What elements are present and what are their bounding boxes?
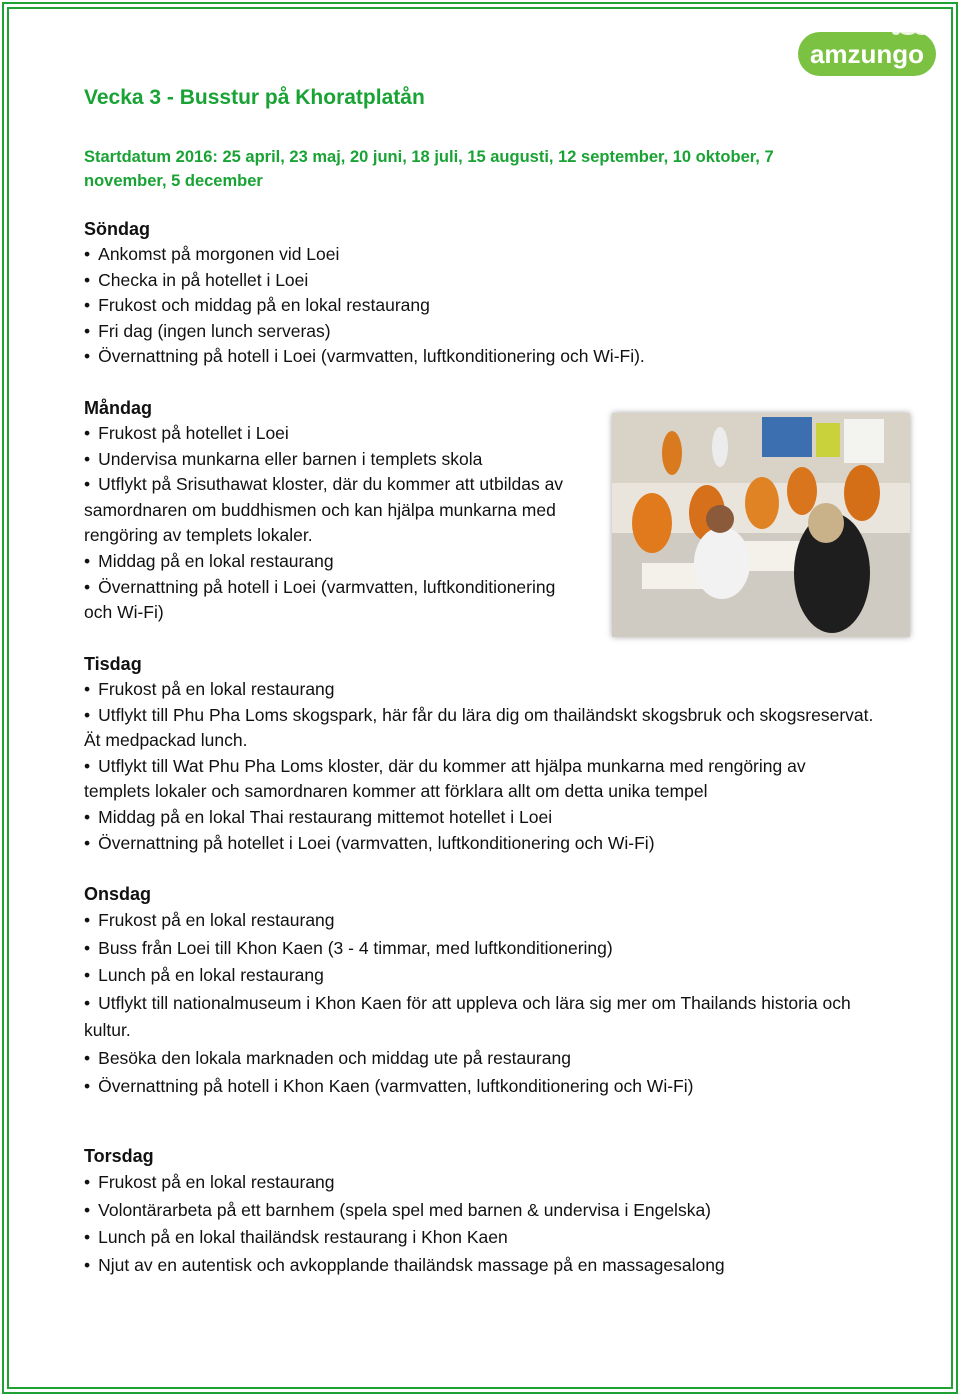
list-item: • Middag på en lokal Thai restaurang mittemot hotellet i Loei	[84, 806, 553, 827]
day-monday	[84, 396, 579, 626]
classroom-photo	[612, 413, 910, 637]
list-item: • Volontärarbeta på ett barnhem (spela spel med barnen & undervisa i Engelska)	[84, 1199, 712, 1220]
day-thursday	[84, 1144, 884, 1279]
day-heading: Onsdag	[84, 884, 152, 904]
list-item: • Utflykt till Phu Pha Loms skogspark, här får du lära dig om thailändskt skogsbruk och skogsreservat. Ät medpackad lunch.	[84, 704, 874, 751]
start-dates: Startdatum 2016: 25 april, 23 maj, 20 juni, 18 juli, 15 augusti, 12 september, 10 oktober, 7 november, 5 december	[84, 148, 774, 190]
list-item: • Övernattning på hotell i Loei (varmvatten, luftkonditionering och Wi-Fi)	[84, 576, 556, 623]
list-item: • Njut av en autentisk och avkopplande thailändsk massage på en massagesalong	[84, 1254, 725, 1275]
day-heading: Tisdag	[84, 654, 142, 674]
list-item: • Frukost på en lokal restaurang	[84, 1172, 335, 1192]
logo-text: amzungo	[809, 39, 925, 69]
list-item: • Checka in på hotellet i Loei	[84, 269, 309, 290]
list-item: • Frukost och middag på en lokal restaurang	[84, 295, 430, 316]
list-item: • Middag på en lokal restaurang	[84, 550, 334, 571]
list-item: • Buss från Loei till Khon Kaen (3 - 4 timmar, med luftkonditionering)	[84, 937, 613, 958]
list-item: • Utflykt på Srisuthawat kloster, där du kommer att utbildas av samordnaren om buddhismen och kan hjälpa munkarna med rengöring av templets lokaler.	[84, 474, 564, 546]
list-item: • Frukost på en lokal restaurang	[84, 679, 335, 699]
page-title: Vecka 3 - Busstur på Khoratplatån	[84, 86, 425, 109]
list-item: • Övernattning på hotellet i Loei (varmvatten, luftkonditionering och Wi-Fi)	[84, 832, 655, 853]
day-heading: Söndag	[84, 219, 150, 239]
list-item: • Övernattning på hotell i Khon Kaen (varmvatten, luftkonditionering och Wi-Fi)	[84, 1075, 694, 1096]
list-item: • Lunch på en lokal restaurang	[84, 965, 324, 986]
day-heading: Torsdag	[84, 1146, 154, 1166]
day-heading: Måndag	[84, 398, 153, 418]
amzungo-logo	[796, 22, 938, 80]
list-item: • Lunch på en lokal thailändsk restaurang i Khon Kaen	[84, 1227, 508, 1248]
list-item: • Fri dag (ingen lunch serveras)	[84, 320, 331, 341]
day-sunday	[84, 217, 884, 370]
list-item: • Utflykt till nationalmuseum i Khon Kaen för att uppleva och lära sig mer om Thailands historia och kultur.	[84, 992, 851, 1041]
list-item: • Utflykt till Wat Phu Pha Loms kloster, där du kommer att hjälpa munkarna med rengöring av templets lokaler och samordnaren kommer att förklara allt om detta unika tempel	[84, 755, 806, 802]
globe-icon	[892, 25, 929, 35]
day-wednesday	[84, 882, 874, 1100]
list-item: • Frukost på en lokal restaurang	[84, 910, 335, 930]
list-item: • Frukost på hotellet i Loei	[84, 423, 289, 443]
list-item: • Övernattning på hotell i Loei (varmvatten, luftkonditionering och Wi-Fi).	[84, 346, 645, 367]
list-item: • Undervisa munkarna eller barnen i templets skola	[84, 448, 483, 469]
list-item: • Ankomst på morgonen vid Loei	[84, 244, 340, 264]
list-item: • Besöka den lokala marknaden och middag ute på restaurang	[84, 1047, 571, 1068]
day-tuesday	[84, 652, 874, 856]
